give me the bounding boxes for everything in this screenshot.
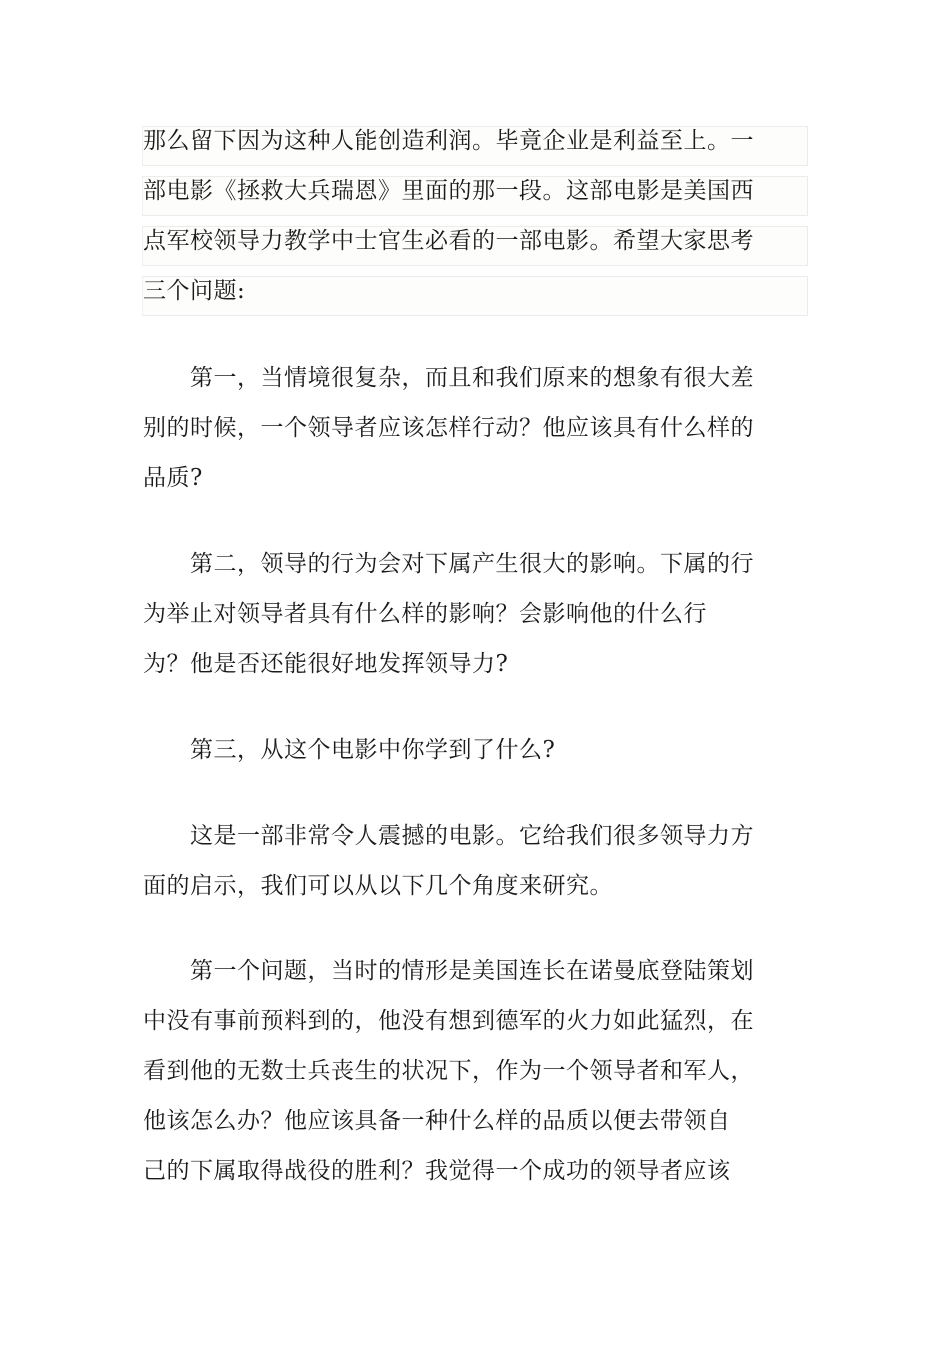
paragraph-line: 别的时候，一个领导者应该怎样行动？他应该具有什么样的 <box>143 415 754 441</box>
paragraph-line: 第三，从这个电影中你学到了什么? <box>143 737 556 763</box>
paragraph-line: 品质? <box>143 465 203 491</box>
paragraph-line: 第一个问题，当时的情形是美国连长在诺曼底登陆策划 <box>143 958 754 984</box>
paragraph-line: 面的启示，我们可以从以下几个角度来研究。 <box>143 873 613 899</box>
paragraph-line: 第一，当情境很复杂，而且和我们原来的想象有很大差 <box>143 365 754 391</box>
text-line: 三个问题: <box>143 278 246 304</box>
paragraph-line: 为？他是否还能很好地发挥领导力? <box>143 651 509 677</box>
paragraph-line: 看到他的无数士兵丧生的状况下，作为一个领导者和军人， <box>143 1058 754 1084</box>
paragraph-line: 己的下属取得战役的胜利？我觉得一个成功的领导者应该 <box>143 1158 731 1184</box>
paragraph-line: 他该怎么办？他应该具备一种什么样的品质以便去带领自 <box>143 1108 731 1134</box>
paragraph-line: 这是一部非常令人震撼的电影。它给我们很多领导力方 <box>143 823 754 849</box>
paragraph-line: 中没有事前预料到的，他没有想到德军的火力如此猛烈，在 <box>143 1008 754 1034</box>
text-line: 那么留下因为这种人能创造利润。毕竟企业是利益至上。一 <box>143 128 754 154</box>
text-line: 部电影《拯救大兵瑞恩》里面的那一段。这部电影是美国西 <box>143 178 754 204</box>
paragraph-line: 为举止对领导者具有什么样的影响？会影响他的什么行 <box>143 601 707 627</box>
paragraph-line: 第二，领导的行为会对下属产生很大的影响。下属的行 <box>143 551 754 577</box>
text-line: 点军校领导力教学中士官生必看的一部电影。希望大家思考 <box>143 228 754 254</box>
